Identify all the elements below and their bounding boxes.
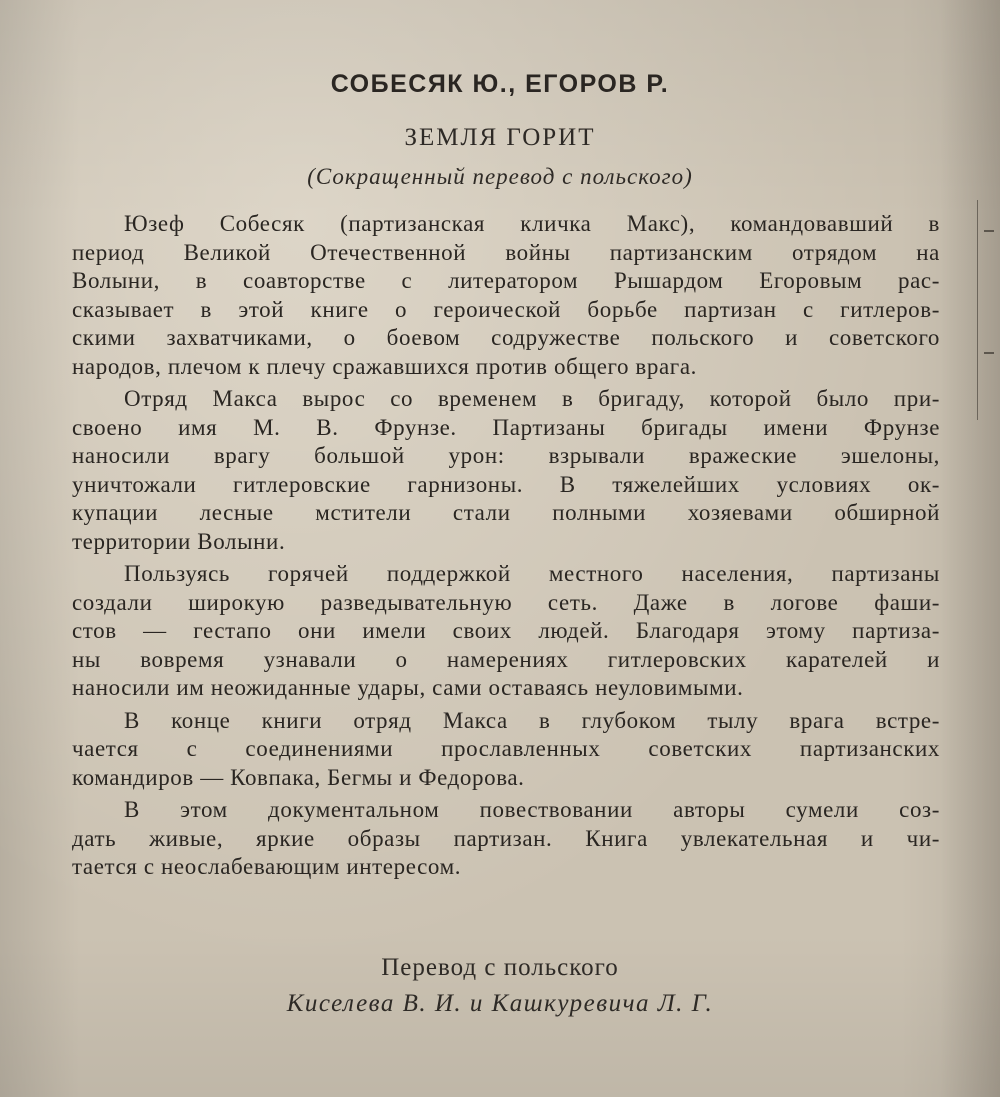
- text-line: Отряд Макса вырос со временем в бригаду, которой было при-: [124, 386, 940, 411]
- text-line: стов — гестапо они имели своих людей. Благодаря этому партиза-: [72, 618, 940, 643]
- text-line: В этом документальном повествовании авторы сумели соз-: [124, 797, 940, 822]
- text-line: Волыни, в соавторстве с литератором Рышардом Егоровым рас-: [72, 268, 940, 293]
- translation-note: Перевод с польского: [381, 954, 619, 981]
- translators-names: Киселева В. И. и Кашкуревича Л. Г.: [286, 990, 714, 1017]
- text-line: период Великой Отечественной войны партизанским отрядом на: [72, 239, 940, 265]
- text-line: своено имя М. В. Фрунзе. Партизаны бригады имени Фрунзе: [72, 414, 940, 440]
- paragraph: [72, 385, 940, 556]
- annotation-text: [72, 210, 940, 886]
- paragraph: [72, 210, 940, 381]
- book-title: ЗЕМЛЯ ГОРИТ: [404, 124, 596, 151]
- text-line: дать живые, яркие образы партизан. Книга увлекательная и чи-: [72, 825, 940, 851]
- text-line: чается с соединениями прославленных советских партизанских: [72, 736, 940, 761]
- translation-credits: [0, 950, 1000, 1022]
- text-line: создали широкую разведывательную сеть. Даже в логове фаши-: [72, 589, 940, 615]
- text-line: купации лесные мстители стали полными хозяевами обширной: [72, 500, 940, 525]
- text-line: скими захватчиками, о боевом содружестве польского и советского: [72, 325, 940, 350]
- text-line: наносили врагу большой урон: взрывали вражеские эшелоны,: [72, 443, 940, 468]
- authors-heading: СОБЕСЯК Ю., ЕГОРОВ Р.: [330, 70, 670, 98]
- paragraph: [72, 796, 940, 882]
- adjacent-page-edge: [977, 200, 1000, 420]
- text-line: территории Волыни.: [72, 528, 286, 554]
- text-line: командиров — Ковпака, Бегмы и Федорова.: [72, 764, 525, 790]
- text-line: наносили им неожиданные удары, сами оставаясь неуловимыми.: [72, 675, 744, 700]
- text-line: сказывает в этой книге о героической борьбе партизан с гитлеров-: [72, 296, 940, 322]
- text-line: народов, плечом к плечу сражавшихся против общего врага.: [72, 353, 697, 379]
- text-line: уничтожали гитлеровские гарнизоны. В тяжелейших условиях ок-: [72, 471, 940, 497]
- text-line: Пользуясь горячей поддержкой местного населения, партизаны: [124, 561, 940, 586]
- text-line: тается с неослабевающим интересом.: [72, 854, 462, 879]
- paragraph: [72, 560, 940, 703]
- text-line: ны вовремя узнавали о намерениях гитлеровских карателей и: [72, 646, 940, 672]
- book-subtitle: (Сокращенный перевод с польского): [307, 164, 693, 189]
- text-line: В конце книги отряд Макса в глубоком тылу врага встре-: [124, 707, 940, 733]
- text-line: Юзеф Собесяк (партизанская кличка Макс), командовавший в: [124, 211, 940, 236]
- paragraph: [72, 707, 940, 793]
